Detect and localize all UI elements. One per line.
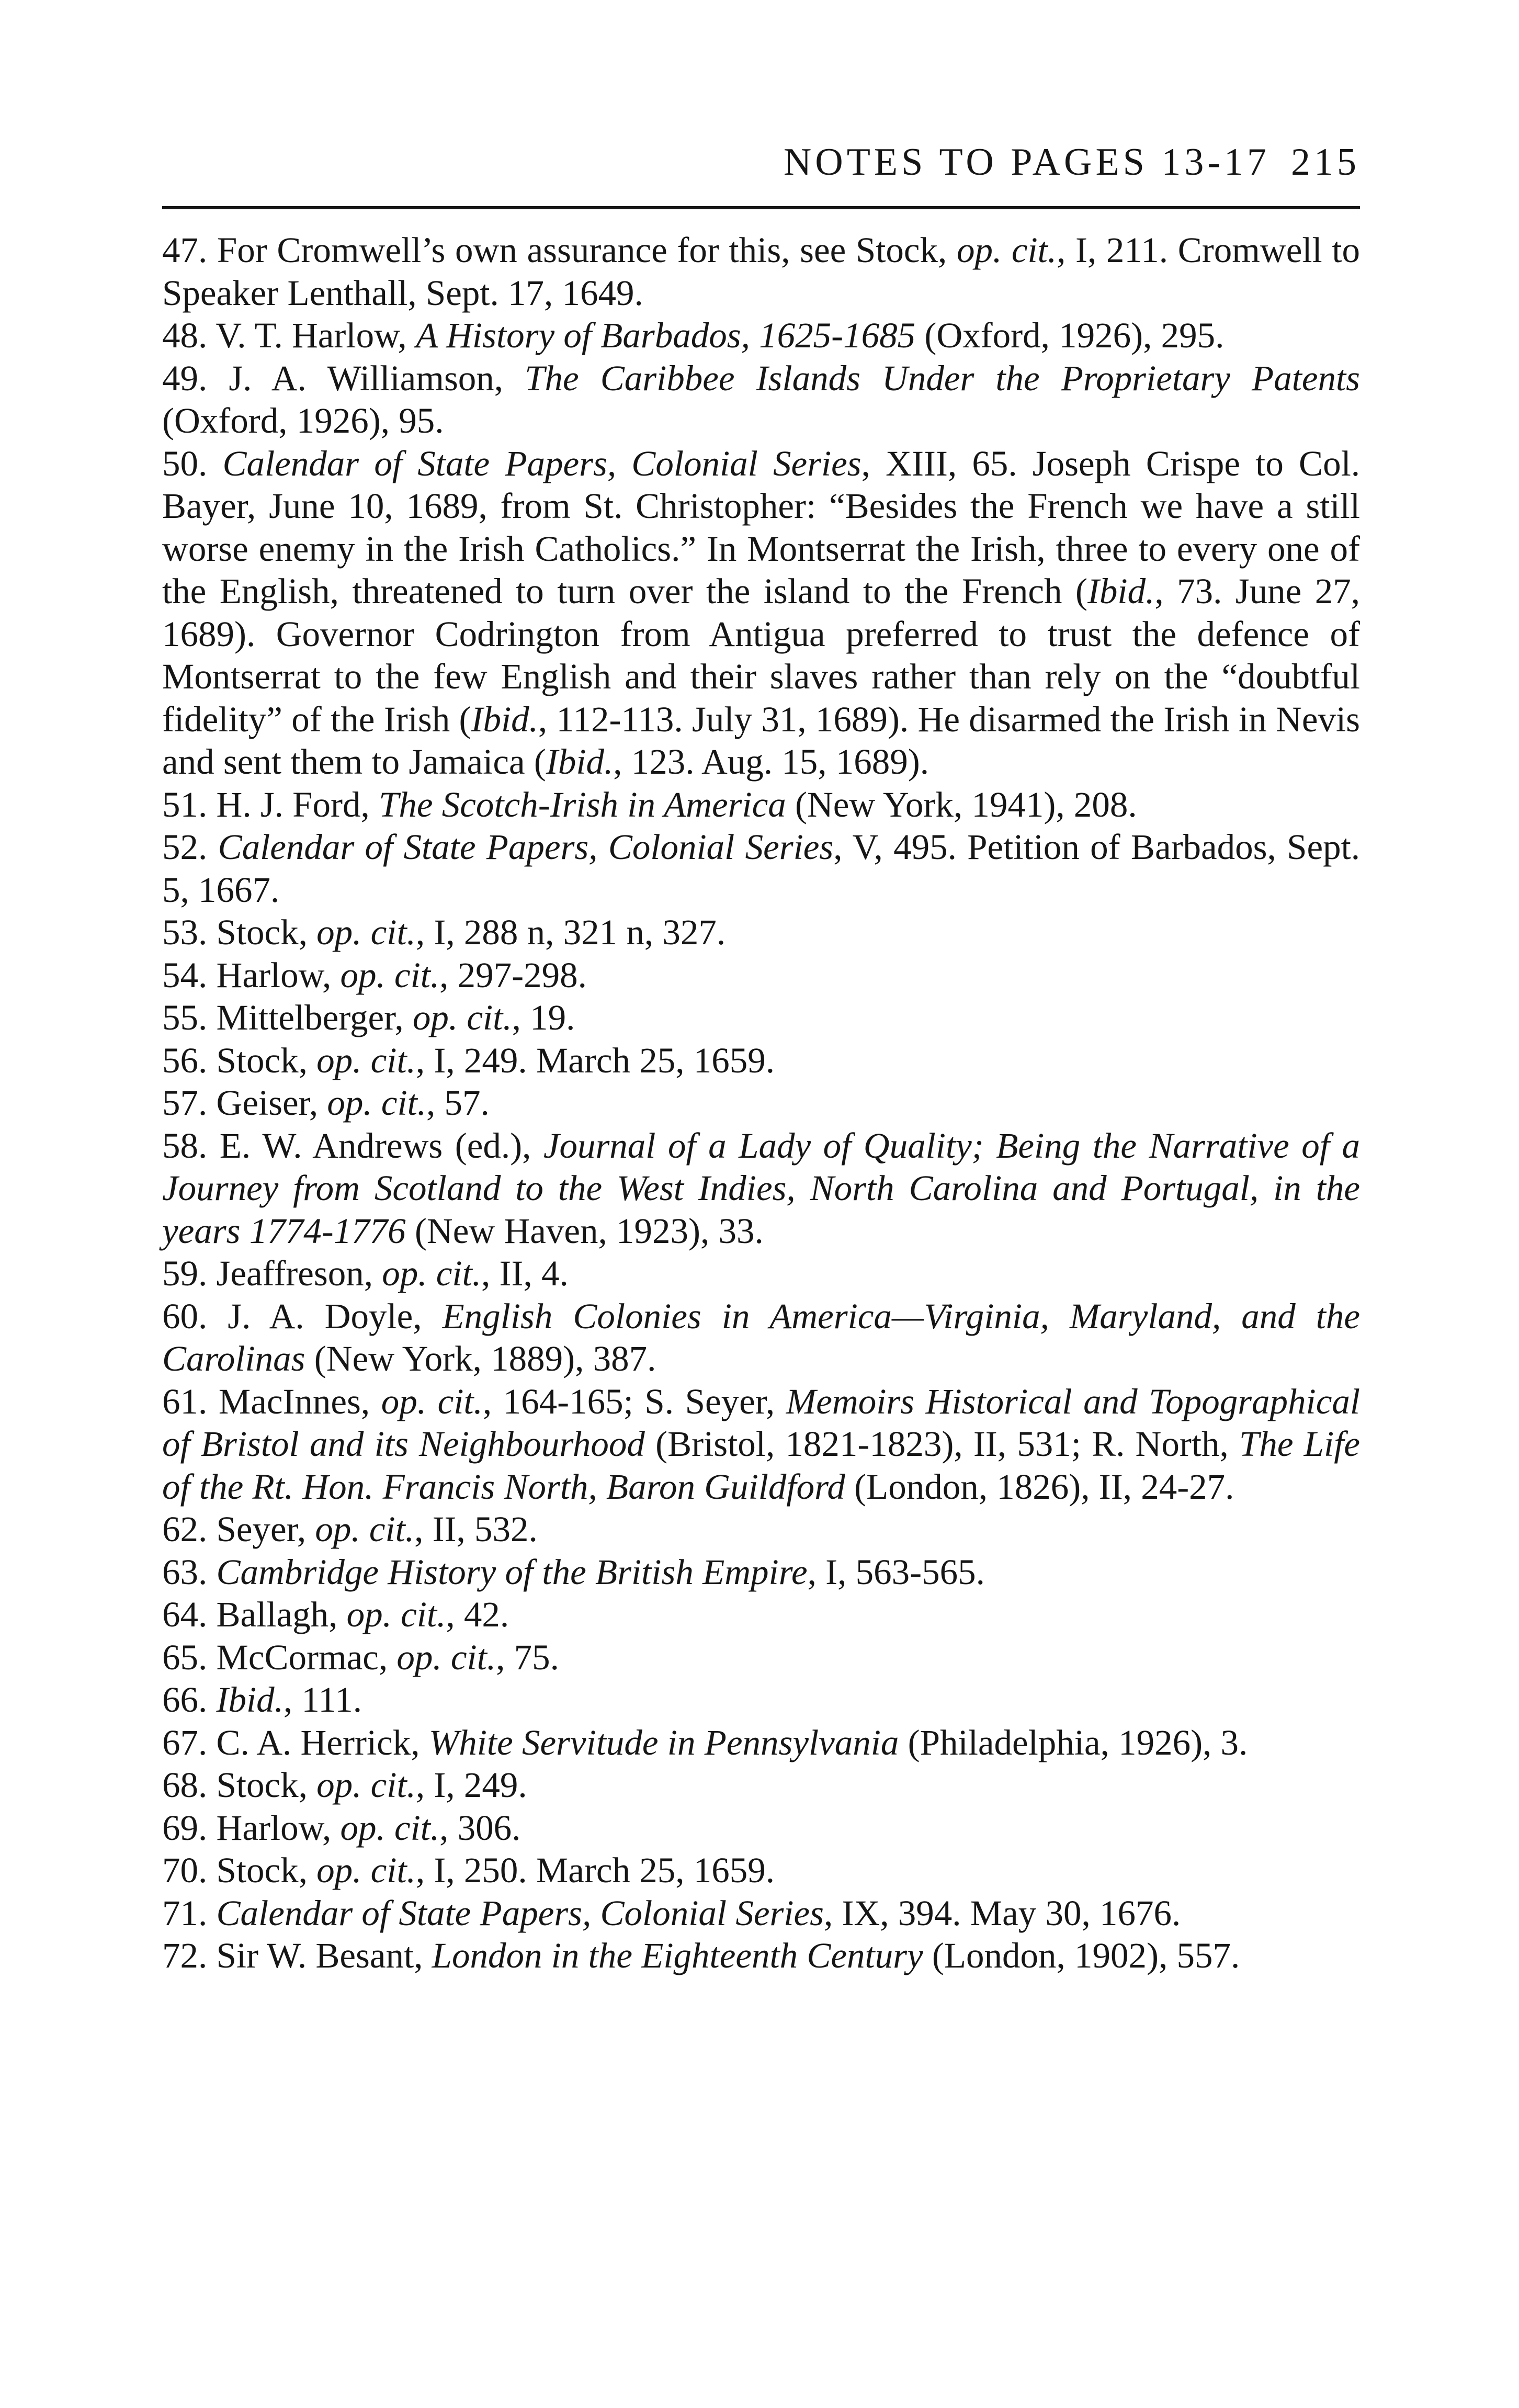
endnote-text: Mittelberger, op. cit., 19. (216, 998, 575, 1037)
endnote-text: Stock, op. cit., I, 250. March 25, 1659. (216, 1850, 775, 1890)
endnote-text: Ibid., 111. (216, 1680, 362, 1720)
endnote-text: Harlow, op. cit., 297-298. (216, 955, 587, 995)
endnote-number: 51. (162, 784, 217, 824)
endnote-number: 52. (162, 827, 218, 867)
endnote-text: C. A. Herrick, White Servitude in Pennsylvania (Philadelphia, 1926), 3. (216, 1722, 1248, 1762)
endnote-number: 72. (162, 1936, 217, 1975)
endnote-text: J. A. Williamson, The Caribbee Islands Under the Proprietary Patents (Oxford, 1926), 95. (162, 358, 1361, 440)
endnote-text: Calendar of State Papers, Colonial Series, IX, 394. May 30, 1676. (216, 1893, 1181, 1933)
endnote-59 (162, 1252, 1360, 1295)
endnote-number: 60. (162, 1296, 228, 1336)
endnote-68 (162, 1764, 1360, 1807)
endnote-70 (162, 1849, 1360, 1892)
endnote-text: E. W. Andrews (ed.), Journal of a Lady of Quality; Being the Narrative of a Journey from Scotland to the West Indies, North Carolina and Portugal, in the years 1774-1776 (New Haven, 1923), 33. (162, 1125, 1360, 1251)
endnote-53 (162, 911, 1360, 954)
endnote-text: Sir W. Besant, London in the Eighteenth Century (London, 1902), 557. (216, 1936, 1240, 1975)
endnote-text: Calendar of State Papers, Colonial Series, V, 495. Petition of Barbados, Sept. 5, 1667. (162, 827, 1361, 910)
endnote-text: H. J. Ford, The Scotch-Irish in America (New York, 1941), 208. (216, 784, 1137, 824)
endnote-number: 70. (162, 1850, 217, 1890)
endnote-text: Ballagh, op. cit., 42. (216, 1595, 509, 1634)
endnote-number: 59. (162, 1253, 217, 1293)
endnote-54 (162, 954, 1360, 997)
endnote-71 (162, 1892, 1360, 1935)
endnote-text: McCormac, op. cit., 75. (216, 1637, 559, 1677)
endnote-51 (162, 784, 1360, 827)
endnote-69 (162, 1807, 1360, 1850)
running-head-title: NOTES TO PAGES 13-17 (783, 141, 1270, 184)
endnote-56 (162, 1039, 1360, 1082)
endnote-number: 68. (162, 1765, 217, 1805)
endnote-number: 67. (162, 1722, 217, 1762)
endnote-55 (162, 997, 1360, 1039)
endnote-number: 57. (162, 1083, 217, 1123)
endnote-text: J. A. Doyle, English Colonies in America—Virginia, Maryland, and the Carolinas (New York, 1889), 387. (162, 1296, 1361, 1378)
endnote-62 (162, 1508, 1360, 1551)
endnote-number: 61. (162, 1381, 219, 1421)
endnote-50 (162, 443, 1360, 784)
endnote-number: 54. (162, 955, 217, 995)
endnote-number: 63. (162, 1552, 217, 1592)
endnote-text: Calendar of State Papers, Colonial Series, XIII, 65. Joseph Crispe to Col. Bayer, June 10, 1689, from St. Christopher: “Besides the French we have a still worse enemy in the Irish Catholics.” In Montserrat the Irish, three to every one of the English, threatened to turn over the island to the French (Ibid., 73. June 27, 1689). Governor Codrington from Antigua preferred to trust the defence of Montserrat to the few English and their slaves rather than rely on the “doubtful fidelity” of the Irish (Ibid., 112-113. July 31, 1689). He disarmed the Irish in Nevis and sent them to Jamaica (Ibid., 123. Aug. 15, 1689). (162, 443, 1361, 782)
endnote-number: 66. (162, 1680, 217, 1720)
endnote-number: 71. (162, 1893, 217, 1933)
endnote-60 (162, 1295, 1360, 1381)
endnote-number: 62. (162, 1509, 217, 1549)
page-number: 215 (1291, 141, 1360, 184)
endnote-text: Stock, op. cit., I, 288 n, 321 n, 327. (216, 912, 726, 952)
endnote-72 (162, 1935, 1360, 1977)
endnotes-list (162, 229, 1360, 1977)
endnote-number: 53. (162, 912, 217, 952)
endnote-number: 64. (162, 1595, 217, 1634)
endnote-number: 69. (162, 1807, 217, 1848)
endnote-64 (162, 1593, 1360, 1636)
endnote-text: Geiser, op. cit., 57. (216, 1083, 490, 1123)
endnote-number: 56. (162, 1040, 217, 1080)
endnote-number: 50. (162, 443, 223, 483)
running-head (162, 140, 1360, 185)
endnote-number: 55. (162, 998, 217, 1037)
endnote-63 (162, 1551, 1360, 1594)
endnote-48 (162, 314, 1360, 357)
endnote-65 (162, 1636, 1360, 1679)
endnote-57 (162, 1082, 1360, 1125)
endnote-text: Stock, op. cit., I, 249. (216, 1765, 527, 1805)
endnote-text: MacInnes, op. cit., 164-165; S. Seyer, Memoirs Historical and Topographical of Bristol and its Neighbourhood (Bristol, 1821-1823), II, 531; R. North, The Life of the Rt. Hon. Francis North, Baron Guildford (London, 1826), II, 24-27. (162, 1381, 1361, 1507)
endnote-text: Seyer, op. cit., II, 532. (216, 1509, 538, 1549)
endnote-61 (162, 1381, 1360, 1509)
endnote-47 (162, 229, 1360, 314)
endnote-49 (162, 357, 1360, 443)
endnote-number: 47. (162, 230, 217, 270)
endnote-text: Jeaffreson, op. cit., II, 4. (216, 1253, 569, 1293)
endnote-66 (162, 1679, 1360, 1722)
endnote-text: For Cromwell’s own assurance for this, see Stock, op. cit., I, 211. Cromwell to Speaker Lenthall, Sept. 17, 1649. (162, 230, 1360, 313)
endnote-number: 49. (162, 358, 229, 398)
endnote-52 (162, 826, 1360, 911)
endnote-58 (162, 1125, 1360, 1253)
endnote-text: Harlow, op. cit., 306. (216, 1807, 521, 1848)
endnote-text: V. T. Harlow, A History of Barbados, 1625-1685 (Oxford, 1926), 295. (216, 315, 1225, 355)
endnote-number: 58. (162, 1125, 220, 1166)
endnote-67 (162, 1722, 1360, 1765)
endnote-number: 48. (162, 315, 216, 355)
header-rule (162, 206, 1360, 209)
endnote-number: 65. (162, 1637, 217, 1677)
endnote-text: Cambridge History of the British Empire, I, 563-565. (216, 1552, 985, 1592)
endnote-text: Stock, op. cit., I, 249. March 25, 1659. (216, 1040, 775, 1080)
